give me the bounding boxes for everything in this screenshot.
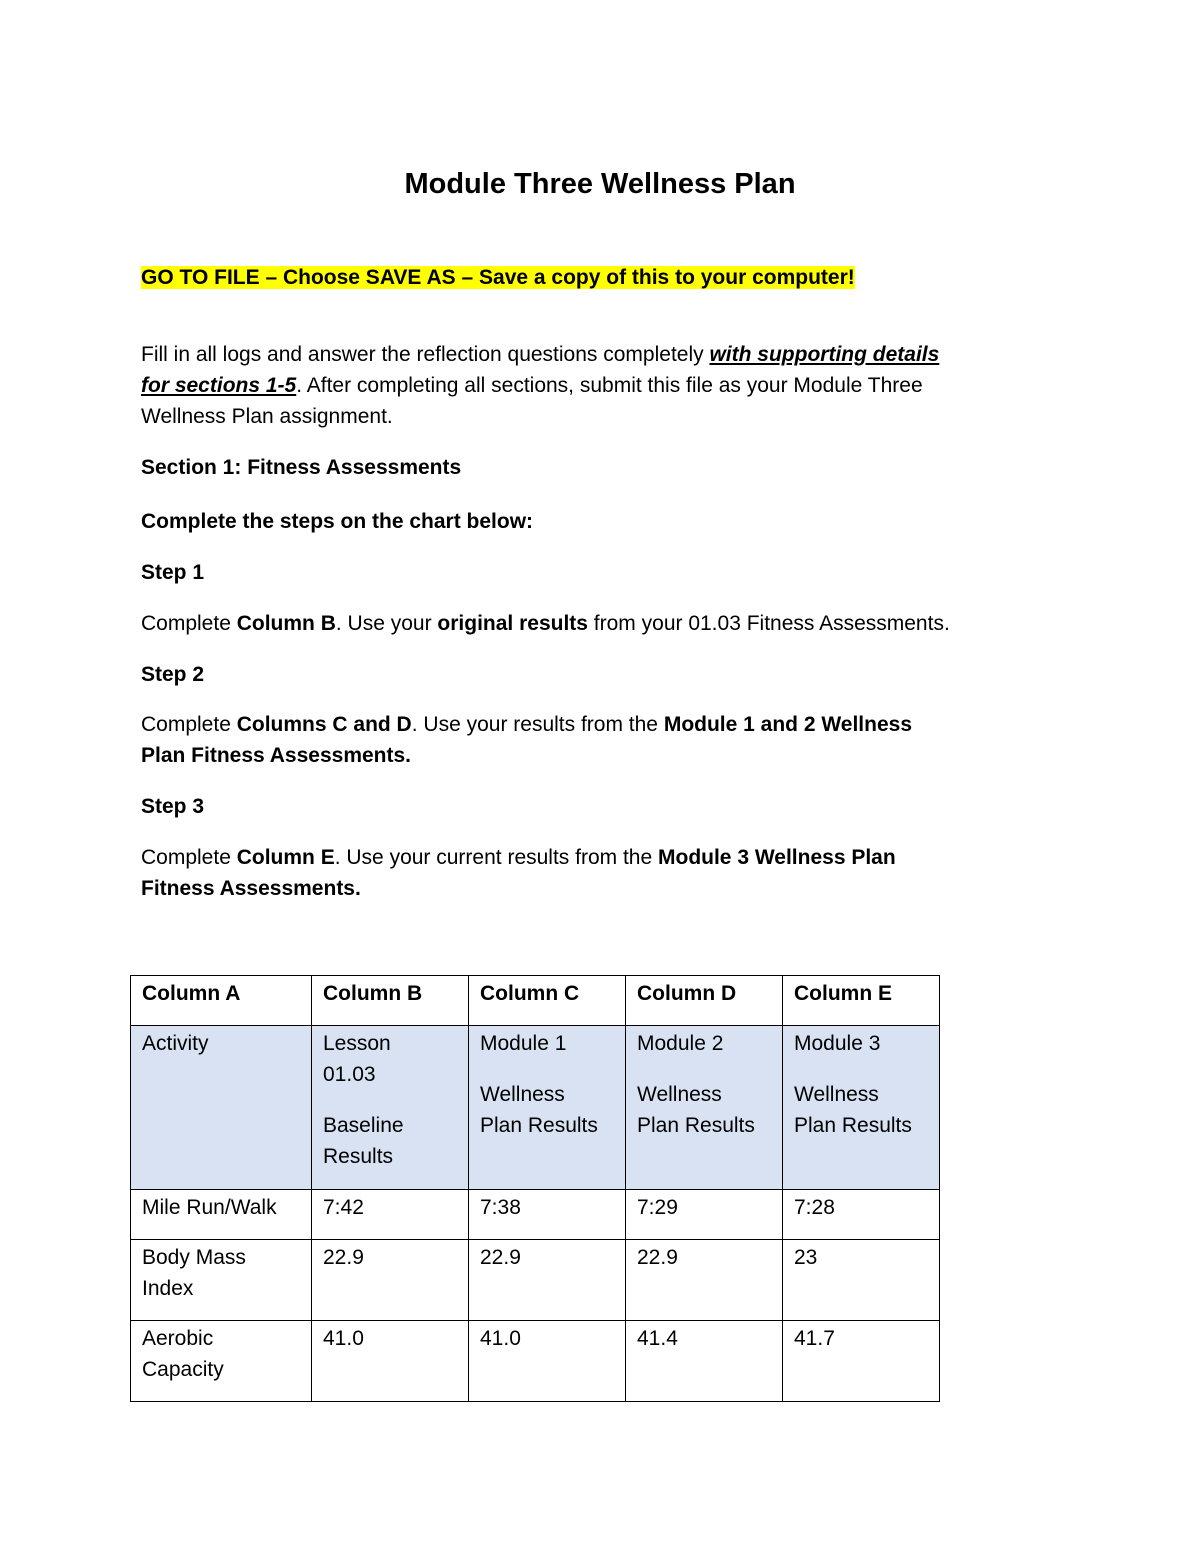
- subheader-d-line-3: Plan Results: [637, 1114, 755, 1137]
- header-column-c: Column C: [469, 976, 626, 1026]
- step-1-label: Step 1: [141, 561, 205, 584]
- module-1-cell: 7:38: [469, 1190, 626, 1240]
- subheader-e-line-3: Plan Results: [794, 1114, 912, 1137]
- intro-emphasis-1: with supporting details: [709, 343, 940, 366]
- subheader-c-line-2: Wellness: [480, 1083, 565, 1106]
- step-1-column: Column B: [236, 612, 336, 635]
- intro-line-2: [141, 370, 1061, 401]
- step-2-label: Step 2: [141, 663, 205, 686]
- module-3-cell: 23: [783, 1240, 940, 1321]
- subheader-baseline: [312, 1026, 469, 1190]
- step-3-label: Step 3: [141, 795, 205, 818]
- subheader-b-gap: [323, 1090, 457, 1110]
- step-1-emphasis: original results: [437, 612, 588, 635]
- step-3-emphasis-1: Module 3 Wellness Plan: [658, 846, 896, 869]
- subheader-b-line-4: Results: [323, 1145, 394, 1168]
- activity-cell: [131, 1321, 312, 1402]
- subheader-activity: [131, 1026, 312, 1190]
- intro-line-3: Wellness Plan assignment.: [141, 405, 393, 428]
- activity-label-line-1: Body Mass: [142, 1246, 246, 1269]
- step-1-text-b: . Use your: [335, 612, 438, 635]
- baseline-cell: 7:42: [312, 1190, 469, 1240]
- step-1-text-c: from your 01.03 Fitness Assessments.: [587, 612, 950, 635]
- step-2-text-line-1: [141, 709, 1061, 740]
- subheader-d-line-2: Wellness: [637, 1083, 722, 1106]
- instructions-heading: Complete the steps on the chart below:: [141, 510, 534, 533]
- intro-line-1: [141, 339, 1061, 370]
- subheader-e-line-1: Module 3: [794, 1032, 881, 1055]
- activity-cell: [131, 1240, 312, 1321]
- step-3-text-line-1: [141, 842, 1061, 873]
- fitness-assessment-table: [130, 975, 940, 1402]
- subheader-c-gap: [480, 1059, 614, 1079]
- baseline-cell: 22.9: [312, 1240, 469, 1321]
- module-2-cell: 41.4: [626, 1321, 783, 1402]
- subheader-e-gap: [794, 1059, 928, 1079]
- page-title: Module Three Wellness Plan: [404, 168, 796, 200]
- subheader-module-1: [469, 1026, 626, 1190]
- activity-label: Mile Run/Walk: [142, 1196, 277, 1219]
- activity-cell: [131, 1190, 312, 1240]
- subheader-e-line-2: Wellness: [794, 1083, 879, 1106]
- header-column-a: Column A: [131, 976, 312, 1026]
- step-1-text: [141, 608, 1061, 639]
- subheader-module-3: [783, 1026, 940, 1190]
- save-notice: GO TO FILE – Choose SAVE AS – Save a copy of this to your computer!: [141, 266, 855, 289]
- module-1-cell: 22.9: [469, 1240, 626, 1321]
- step-3-column: Column E: [236, 846, 335, 869]
- subheader-d-line-1: Module 2: [637, 1032, 724, 1055]
- section-heading: Section 1: Fitness Assessments: [141, 456, 462, 479]
- module-3-cell: 41.7: [783, 1321, 940, 1402]
- header-column-d: Column D: [626, 976, 783, 1026]
- intro-emphasis-2: for sections 1-5: [141, 374, 297, 397]
- activity-label-line-2: Index: [142, 1277, 194, 1300]
- header-column-b: Column B: [312, 976, 469, 1026]
- activity-label-line-2: Capacity: [142, 1358, 224, 1381]
- module-2-cell: 22.9: [626, 1240, 783, 1321]
- module-2-cell: 7:29: [626, 1190, 783, 1240]
- step-1-text-a: Complete: [141, 612, 237, 635]
- subheader-c-line-1: Module 1: [480, 1032, 567, 1055]
- subheader-activity-label: Activity: [142, 1032, 209, 1055]
- module-3-cell: 7:28: [783, 1190, 940, 1240]
- step-2-text-b: . Use your results from the: [411, 713, 664, 736]
- subheader-b-line-2: 01.03: [323, 1063, 376, 1086]
- header-column-e: Column E: [783, 976, 940, 1026]
- subheader-b-line-3: Baseline: [323, 1114, 404, 1137]
- intro-text-2: . After completing all sections, submit this file as your Module Three: [296, 374, 923, 397]
- table-row: [131, 1321, 940, 1402]
- subheader-d-gap: [637, 1059, 771, 1079]
- table-header-row: [131, 976, 940, 1026]
- baseline-cell: 41.0: [312, 1321, 469, 1402]
- step-3-text-line-2: Fitness Assessments.: [141, 877, 361, 900]
- subheader-b-line-1: Lesson: [323, 1032, 391, 1055]
- activity-label-line-1: Aerobic: [142, 1327, 214, 1350]
- module-1-cell: 41.0: [469, 1321, 626, 1402]
- intro-text-1: Fill in all logs and answer the reflection questions completely: [141, 343, 710, 366]
- step-3-text-b: . Use your current results from the: [334, 846, 658, 869]
- step-2-text-a: Complete: [141, 713, 237, 736]
- table-subheader-row: [131, 1026, 940, 1190]
- table-row: [131, 1240, 940, 1321]
- step-3-text-a: Complete: [141, 846, 237, 869]
- step-2-columns: Columns C and D: [236, 713, 412, 736]
- save-notice-line: [141, 262, 1061, 293]
- step-2-emphasis-1: Module 1 and 2 Wellness: [663, 713, 913, 736]
- step-2-text-line-2: Plan Fitness Assessments.: [141, 744, 412, 767]
- table-row: [131, 1190, 940, 1240]
- subheader-c-line-3: Plan Results: [480, 1114, 598, 1137]
- subheader-module-2: [626, 1026, 783, 1190]
